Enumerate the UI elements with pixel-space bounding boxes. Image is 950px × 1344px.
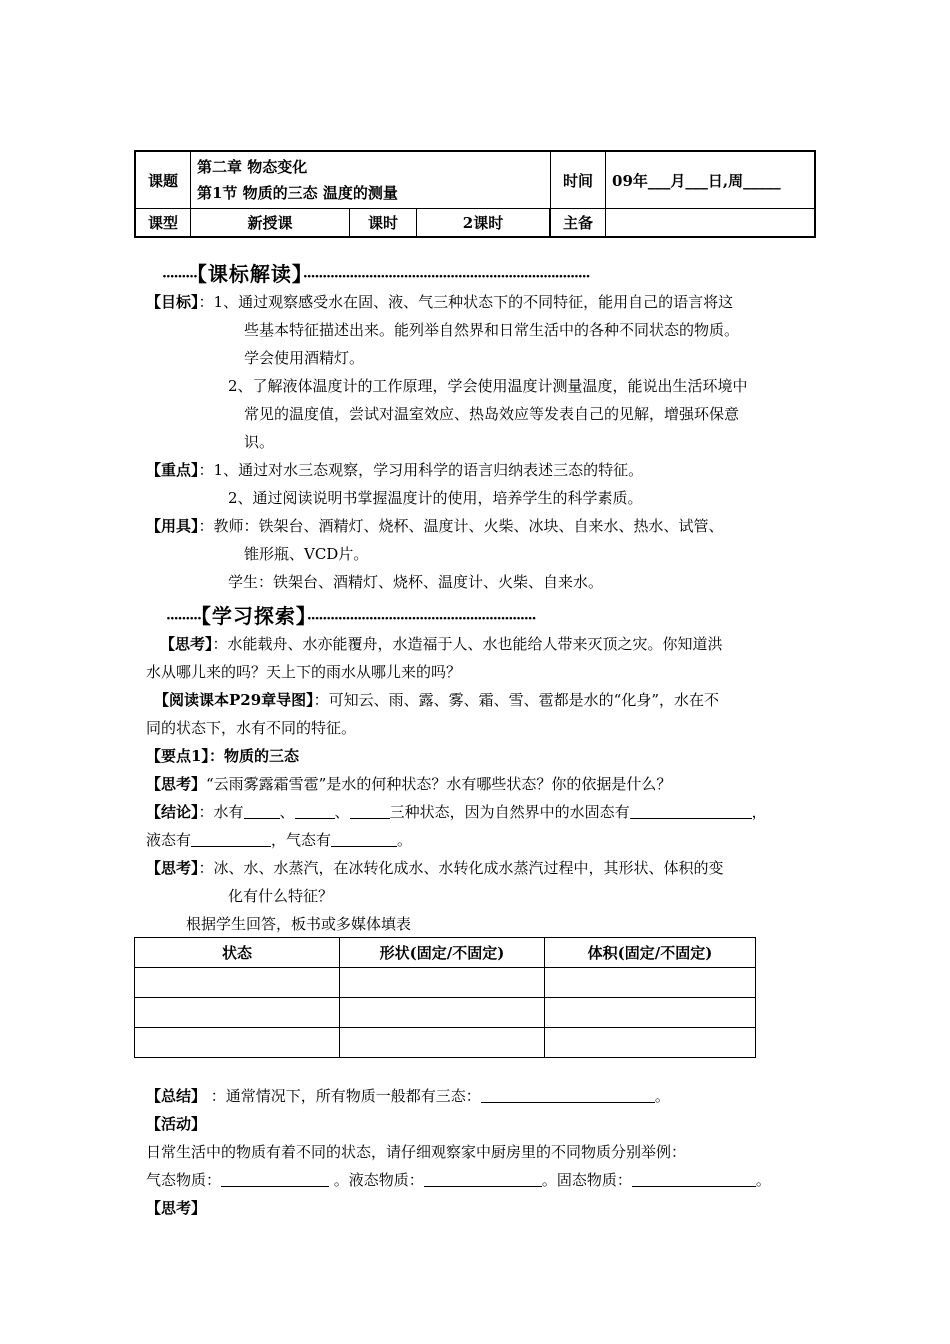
blank-field[interactable] bbox=[424, 1170, 542, 1187]
think-3-line-2: 化有什么特征？ bbox=[228, 887, 334, 905]
activity-label: 【活动】 bbox=[146, 1115, 207, 1133]
table-row bbox=[135, 968, 756, 998]
table-cell[interactable] bbox=[135, 1028, 340, 1058]
table-cell[interactable] bbox=[135, 968, 340, 998]
header-cell: 体积(固定/不固定) bbox=[545, 938, 756, 968]
summary: 【总结】 ：通常情况下，所有物质一般都有三态： 。 bbox=[146, 1087, 670, 1105]
goals-line: 些基本特征描述出来。能列举自然界和日常生活中的各种不同状态的物质。 bbox=[244, 321, 740, 339]
topic-label: 课题 bbox=[135, 151, 191, 209]
table-cell[interactable] bbox=[545, 1028, 756, 1058]
fill-note: 根据学生回答，板书或多媒体填表 bbox=[186, 915, 412, 933]
activity-text: 日常生活中的物质有着不同的状态，请仔细观察家中厨房里的不同物质分别举例： bbox=[146, 1143, 687, 1161]
summary-label: 【总结】 bbox=[146, 1087, 207, 1105]
header-cell: 形状(固定/不固定) bbox=[340, 938, 545, 968]
states-table bbox=[134, 937, 756, 1058]
tools-line: 学生：铁架台、酒精灯、烧杯、温度计、火柴、自来水。 bbox=[228, 573, 604, 591]
table-cell[interactable] bbox=[340, 998, 545, 1028]
goals-label: 【目标】 bbox=[146, 293, 199, 311]
blank-field[interactable] bbox=[244, 802, 280, 819]
topic-line-1: 第二章 物态变化 bbox=[197, 158, 308, 176]
lead-value bbox=[606, 209, 815, 237]
table-row bbox=[135, 998, 756, 1028]
table-row bbox=[135, 1028, 756, 1058]
table-cell[interactable] bbox=[545, 998, 756, 1028]
hours-value: 2课时 bbox=[417, 209, 550, 237]
hours-label: 课时 bbox=[350, 209, 417, 237]
reading-line-2: 同的状态下，水有不同的特征。 bbox=[146, 719, 357, 737]
table-cell[interactable] bbox=[545, 968, 756, 998]
section-heading-standards: ·········【课标解读】·········································································· bbox=[162, 262, 590, 286]
conclusion-line-1: 【结论】：水有 、 、 三种状态，因为自然界中的水固态有 ， bbox=[146, 803, 767, 821]
tools-label: 【用具】 bbox=[146, 517, 199, 535]
think-2: 【思考】“云雨雾露霜雪雹”是水的何种状态？水有哪些状态？你的依据是什么？ bbox=[146, 775, 672, 793]
section-title: 【课标解读】 bbox=[196, 262, 303, 286]
blank-field[interactable] bbox=[630, 802, 752, 819]
reading-label: 【阅读课本P29章导图】 bbox=[154, 691, 314, 709]
table-cell[interactable] bbox=[135, 998, 340, 1028]
key-point-1: 【要点1】：物质的三态 bbox=[146, 747, 299, 765]
section-title: 【学习探索】 bbox=[200, 604, 307, 628]
activity-examples: 气态物质： 。液态物质： 。固态物质： 。 bbox=[146, 1171, 771, 1189]
section-heading-explore: ·········【学习探索】··························································· bbox=[166, 604, 536, 628]
lead-label: 主备 bbox=[551, 209, 606, 237]
table-cell[interactable] bbox=[340, 968, 545, 998]
blank-field[interactable] bbox=[191, 830, 271, 847]
tools-row-1: 【用具】：教师：铁架台、酒精灯、烧杯、温度计、火柴、冰块、自来水、热水、试管、 bbox=[146, 517, 724, 535]
topic-value bbox=[191, 151, 551, 209]
table-header-row bbox=[135, 938, 756, 968]
think-3-line-1: 【思考】：冰、水、水蒸汽，在冰转化成水、水转化成水蒸汽过程中，其形状、体积的变 bbox=[146, 859, 724, 877]
goals-line: 识。 bbox=[244, 433, 275, 451]
blank-field[interactable] bbox=[295, 802, 335, 819]
type-value: 新授课 bbox=[191, 209, 350, 237]
blank-field[interactable] bbox=[221, 1170, 329, 1187]
time-value: 09年___月___日,周_____ bbox=[606, 151, 815, 209]
blank-field[interactable] bbox=[350, 802, 390, 819]
conclusion-line-2: 液态有 ，气态有 。 bbox=[146, 831, 413, 849]
goals-line: 学会使用酒精灯。 bbox=[244, 349, 365, 367]
think-1-line-1: 【思考】：水能载舟、水亦能覆舟，水造福于人、水也能给人带来灭顶之灾。你知道洪 bbox=[160, 635, 723, 653]
focus-line: 2、通过阅读说明书掌握温度计的使用，培养学生的科学素质。 bbox=[228, 489, 643, 507]
goals-line: 2、了解液体温度计的工作原理，学会使用温度计测量温度，能说出生活环境中 bbox=[228, 377, 748, 395]
lesson-header-table bbox=[134, 150, 816, 238]
blank-field[interactable] bbox=[331, 830, 397, 847]
goals-row-1: 【目标】：1、通过观察感受水在固、液、气三种状态下的不同特征，能用自己的语言将这 bbox=[146, 293, 734, 311]
goals-line: 常见的温度值，尝试对温室效应、热岛效应等发表自己的见解，增强环保意 bbox=[244, 405, 740, 423]
think-label: 【思考】 bbox=[146, 859, 199, 877]
topic-line-2: 第1节 物质的三态 温度的测量 bbox=[197, 184, 398, 202]
conclusion-label: 【结论】 bbox=[146, 803, 199, 821]
blank-field[interactable] bbox=[632, 1170, 756, 1187]
think-label: 【思考】 bbox=[160, 635, 213, 653]
focus-row-1: 【重点】：1、通过对水三态观察，学习用科学的语言归纳表述三态的特征。 bbox=[146, 461, 644, 479]
think-label: 【思考】 bbox=[146, 775, 207, 793]
header-cell: 状态 bbox=[135, 938, 340, 968]
blank-field[interactable] bbox=[481, 1086, 655, 1103]
time-label: 时间 bbox=[551, 151, 606, 209]
tools-line: 锥形瓶、VCD片。 bbox=[244, 545, 369, 563]
think-4-label: 【思考】 bbox=[146, 1199, 207, 1217]
think-1-line-2: 水从哪儿来的吗？天上下的雨水从哪儿来的吗？ bbox=[146, 663, 462, 681]
focus-label: 【重点】 bbox=[146, 461, 199, 479]
type-label: 课型 bbox=[135, 209, 191, 237]
table-cell[interactable] bbox=[340, 1028, 545, 1058]
reading-line-1: 【阅读课本P29章导图】：可知云、雨、露、雾、霜、雪、雹都是水的“化身”，水在不 bbox=[154, 691, 719, 709]
